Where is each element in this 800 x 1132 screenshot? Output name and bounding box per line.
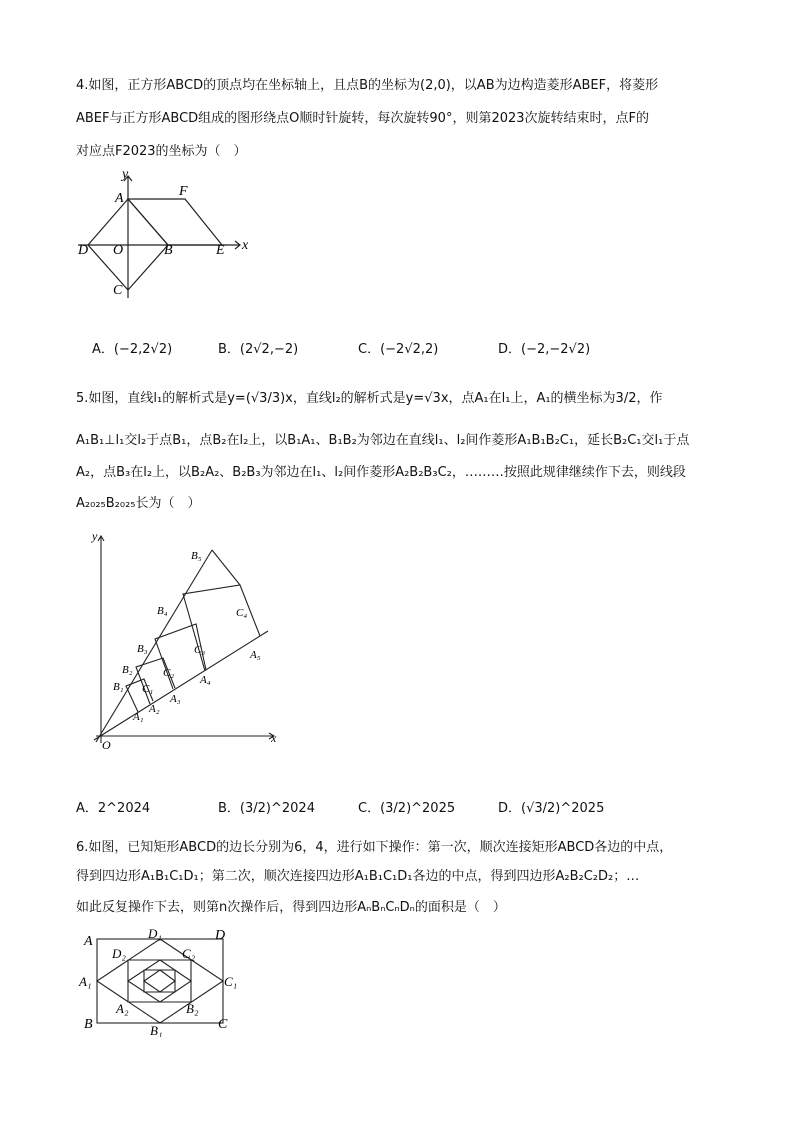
q5-label-C3: C₃ <box>194 644 206 656</box>
q6-label-B: B <box>84 1017 93 1032</box>
q4-text-line1: 4.如图，正方形ABCD的顶点均在坐标轴上，且点B的坐标为(2,0)，以AB为边构造菱形ABEF，将菱形 <box>76 78 659 93</box>
q4-option-b: B．(2√2,−2) <box>218 342 299 357</box>
q4-label-y: y <box>122 168 129 182</box>
q5-label-B2: B₂ <box>122 664 133 676</box>
q4-text-line3: 对应点F2023的坐标为（ ） <box>76 144 247 159</box>
q5-figure <box>88 528 288 750</box>
q6-text-line2: 得到四边形A₁B₁C₁D₁；第二次，顺次连接四边形A₁B₁C₁D₁各边的中点，得到四边形A₂B₂C₂D₂；… <box>76 869 640 884</box>
q4-text-line2: ABEF与正方形ABCD组成的图形绕点O顺时针旋转，每次旋转90°，则第2023次旋转结束时，点F的 <box>76 111 650 126</box>
q5-label-C1: C₁ <box>142 683 154 695</box>
q4-label-x: x <box>242 238 249 253</box>
q4-figure <box>70 168 255 303</box>
q6-label-D2: D₂ <box>112 946 126 961</box>
q6-label-A2: A₂ <box>116 1001 129 1016</box>
q5-text-line2: A₁B₁⊥l₁交l₂于点B₁，点B₂在l₂上，以B₁A₁、B₁B₂为邻边在直线l₁、l₂间作菱形A₁B₁B₂C₁，延长B₂C₁交l₁于点 <box>76 433 690 448</box>
q5-text-line1: 5.如图，直线l₁的解析式是y=(√3/3)x，直线l₂的解析式是y=√3x，点A₁在l₁上，A₁的横坐标为3/2，作 <box>76 391 663 406</box>
q5-label-x: x <box>271 731 277 745</box>
q6-label-B1: B₁ <box>150 1023 163 1037</box>
q4-option-d: D．(−2,−2√2) <box>498 342 591 357</box>
q4-label-O: O <box>113 243 124 258</box>
q5-label-A2: A₂ <box>149 703 160 715</box>
q5-label-B5: B₅ <box>191 550 202 562</box>
q5-label-B4: B₄ <box>157 605 168 617</box>
q5-option-a: A．2^2024 <box>76 801 151 816</box>
q5-label-y: y <box>92 529 98 543</box>
q6-label-C1: C₁ <box>224 974 238 989</box>
q4-label-A: A <box>115 191 124 206</box>
q6-label-D: D <box>215 928 226 943</box>
q5-label-B1: B₁ <box>113 681 124 693</box>
q4-label-E: E <box>216 243 225 258</box>
q6-figure <box>76 922 246 1037</box>
q5-option-d: D．(√3/2)^2025 <box>498 801 605 816</box>
q6-label-A: A <box>84 934 93 949</box>
q6-text-line3: 如此反复操作下去，则第n次操作后，得到四边形AₙBₙCₙDₙ的面积是（ ） <box>76 900 506 915</box>
q5-text-line4: A₂₀₂₅B₂₀₂₅长为（ ） <box>76 496 201 511</box>
q5-text-line3: A₂，点B₃在l₂上，以B₂A₂、B₂B₃为邻边在l₁、l₂间作菱形A₂B₂B₃C₂，………按照此规律继续作下去，则线段 <box>76 465 686 480</box>
q5-label-C4: C₄ <box>236 607 248 619</box>
q4-label-B: B <box>164 243 173 258</box>
q4-option-a: A．(−2,2√2) <box>92 342 173 357</box>
q6-text-line1: 6.如图，已知矩形ABCD的边长分别为6，4，进行如下操作：第一次，顺次连接矩形ABCD各边的中点， <box>76 840 673 855</box>
q5-label-A5: A₅ <box>250 649 261 661</box>
q6-label-B2: B₂ <box>186 1001 199 1016</box>
q4-label-C: C <box>113 283 123 298</box>
q4-label-D: D <box>78 243 89 258</box>
q6-label-C: C <box>218 1017 228 1032</box>
q5-label-B3: B₃ <box>137 643 148 655</box>
q5-label-O: O <box>102 738 111 750</box>
q5-label-A1: A₁ <box>133 711 144 723</box>
q5-option-c: C．(3/2)^2025 <box>358 801 456 816</box>
q5-label-A3: A₃ <box>170 693 181 705</box>
q6-label-D1: D₁ <box>148 926 162 941</box>
q4-label-F: F <box>179 184 188 199</box>
q5-option-b: B．(3/2)^2024 <box>218 801 315 816</box>
q5-label-A4: A₄ <box>200 674 211 686</box>
q4-option-c: C．(−2√2,2) <box>358 342 439 357</box>
q6-label-C2: C₂ <box>182 946 196 961</box>
q6-label-A1: A₁ <box>79 974 92 989</box>
q5-label-C2: C₂ <box>163 667 175 679</box>
